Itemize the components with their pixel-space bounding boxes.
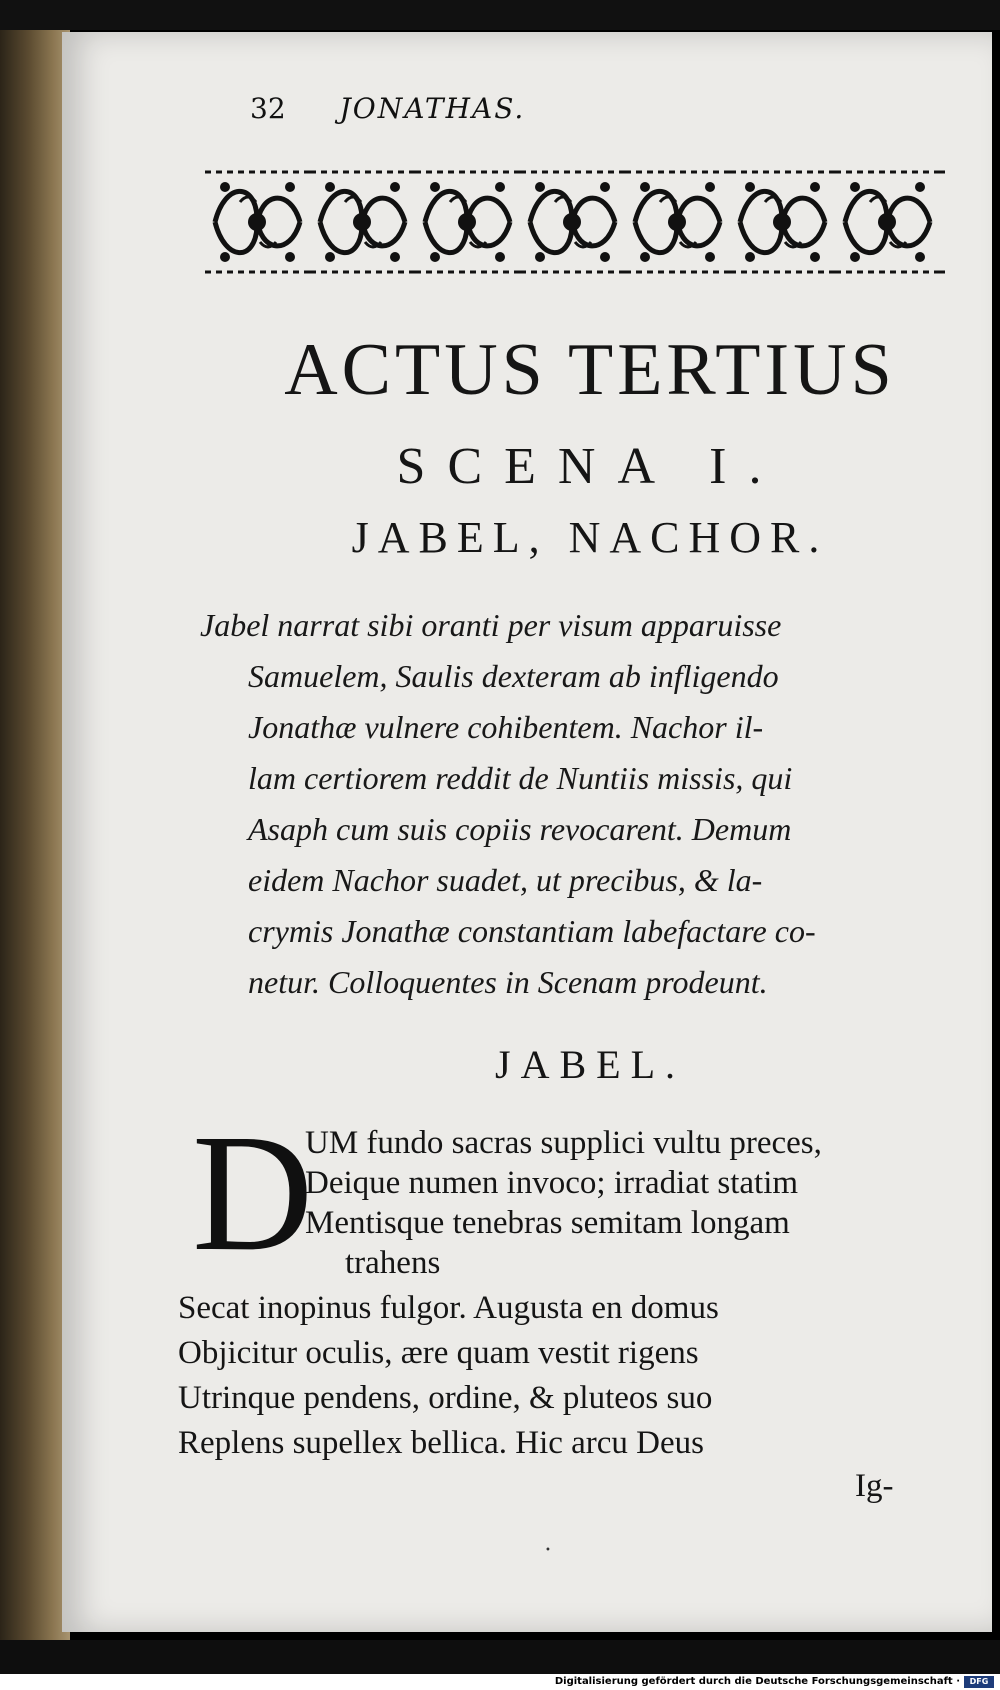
verse-line: Objicitur oculis, ære quam vestit rigens [178,1335,699,1371]
scene-argument [200,600,940,1008]
verse-line: UM fundo sacras supplici vultu preces, [305,1125,822,1161]
scan-top-border [0,0,1000,30]
argument-line: lam certiorem reddit de Nuntiis missis, qui [248,760,793,796]
act-title: ACTUS TERTIUS [284,329,896,411]
catchword: Ig- [855,1468,894,1504]
book-spine [0,30,70,1640]
argument-line: Samuelem, Saulis dexteram ab infligendo [248,658,779,694]
signature-mark: • [545,1545,551,1556]
verse-line: Utrinque pendens, ordine, & pluteos suo [178,1380,713,1416]
dfg-logo: DFG [964,1676,994,1688]
verse-line: Deique numen invoco; irradiat statim [305,1165,799,1201]
verse-line: Mentisque tenebras semitam longam [305,1205,790,1241]
argument-line: eidem Nachor suadet, ut precibus, & la- [248,862,763,898]
verse-line: Replens supellex bellica. Hic arcu Deus [178,1425,704,1461]
scan-bottom-border [0,1640,1000,1674]
argument-line: Asaph cum suis copiis revocarent. Demum [248,811,792,847]
drop-capital: D [192,1100,314,1286]
scene-title: SCENA I. [396,438,784,495]
running-title: JONATHAS. [339,92,526,125]
digitization-footer [0,1674,1000,1690]
page-number: 32 [250,92,286,125]
scene-persons: JABEL, NACHOR. [351,513,829,562]
page-header [250,92,525,125]
argument-line: crymis Jonathæ constantiam labefactare co- [248,913,816,949]
argument-line: Jonathæ vulnere cohibentem. Nachor il- [248,709,764,745]
verse-line: Secat inopinus fulgor. Augusta en domus [178,1290,719,1326]
argument-line: netur. Colloquentes in Scenam prodeunt. [248,964,768,1000]
speaker-name: JABEL. [495,1042,685,1087]
footer-text: Digitalisierung gefördert durch die Deutsche Forschungsgemeinschaft · [554,1676,960,1687]
verse-line: trahens [345,1245,441,1281]
ornament-band [205,162,945,282]
argument-line: Jabel narrat sibi oranti per visum apparuisse [200,607,782,643]
